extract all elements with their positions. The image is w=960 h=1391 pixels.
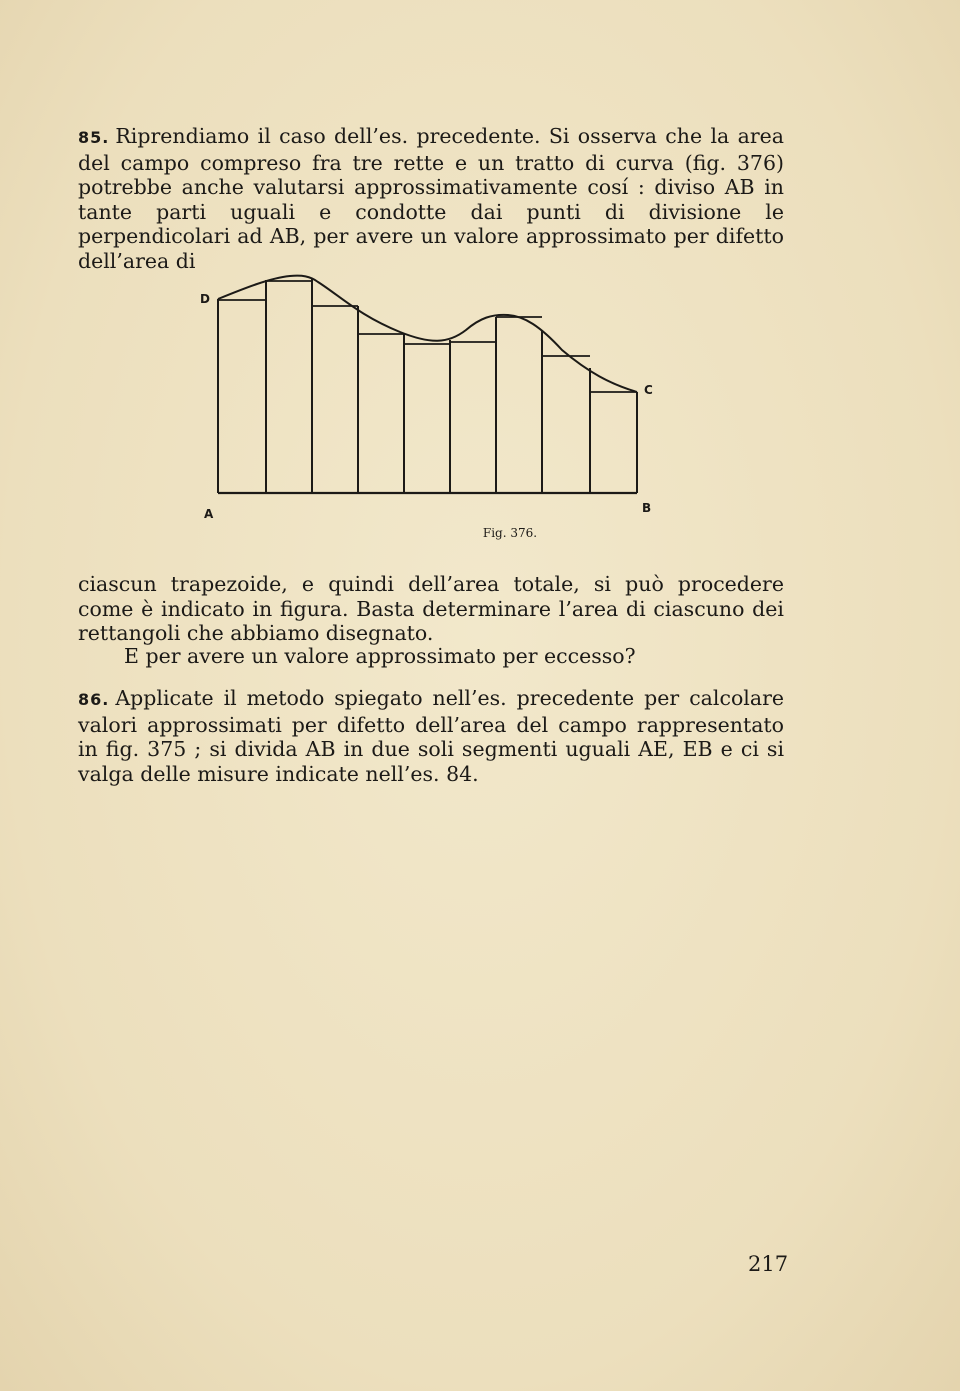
exercise-86 (78, 686, 784, 786)
label-b: B (642, 501, 652, 515)
page-number: 217 (748, 1252, 789, 1276)
exercise-85-number: 85. (78, 128, 110, 147)
exercise-85-continued-text: ciascun trapezoide, e quindi dell’area totale, si può procedere come è indicato in figura. Basta determinare l’area di ciascuno dei rettangoli che abbiamo disegnato. (78, 572, 784, 645)
exercise-85 (78, 124, 784, 273)
exercise-85-text: Riprendiamo il caso dell’es. precedente. Si osserva che la area del campo compreso fra tre rette e un tratto di curva (fig. 376) potrebbe anche valutarsi approssimativamente cosí : diviso AB in tante parti uguali e condotte dai punti di divisione le perpendicolari ad AB, per avere un valore approssimato per difetto dell’area di (78, 124, 784, 273)
label-d: D (200, 292, 210, 306)
exercise-86-number: 86. (78, 690, 110, 709)
figure-376 (190, 260, 670, 520)
division-lines (266, 278, 590, 493)
label-a: A (204, 507, 214, 520)
exercise-85-question-text: E per avere un valore approssimato per eccesso? (124, 644, 636, 668)
rectangle-tops (218, 281, 637, 392)
label-c: C (644, 383, 653, 397)
exercise-85-question (78, 644, 830, 669)
figure-caption: Fig. 376. (482, 526, 538, 540)
exercise-86-text: Applicate il metodo spiegato nell’es. precedente per calcolare valori approssimati per difetto dell’area del campo rappresentato in fig. 375 ; si divida AB in due soli segmenti uguali AE, EB e ci si valga delle misure indicate nell’es. 84. (78, 686, 784, 786)
exercise-85-continued (78, 572, 784, 646)
curve-dc (218, 276, 637, 392)
